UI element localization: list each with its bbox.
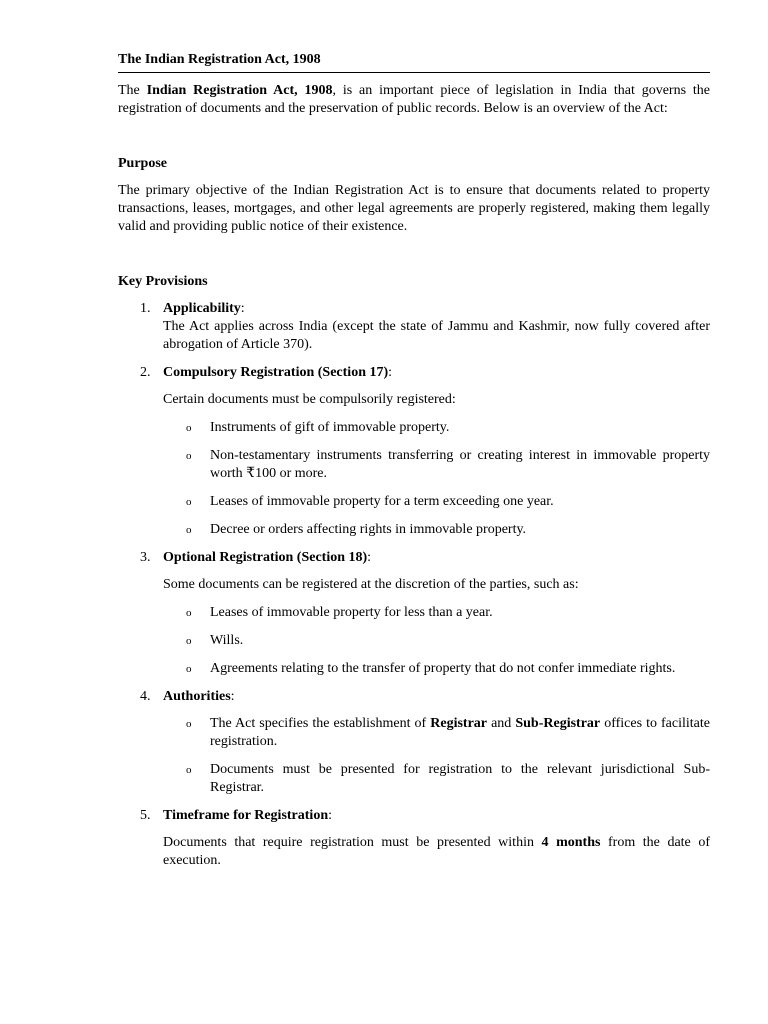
bullet-text: Leases of immovable property for less than a year. bbox=[210, 605, 493, 620]
document-body bbox=[118, 82, 710, 880]
timeframe-duration: 4 months bbox=[541, 835, 601, 850]
bullet-circle-icon: o bbox=[186, 635, 192, 647]
timeframe-text-end: from the date of execution. bbox=[163, 835, 710, 868]
intro-paragraph bbox=[118, 82, 710, 118]
provision-item-compulsory-registration bbox=[118, 364, 710, 539]
bullet-item bbox=[163, 447, 710, 483]
bullet-circle-icon: o bbox=[186, 607, 192, 619]
provision-number: 1. bbox=[140, 301, 151, 316]
bullet-circle-icon: o bbox=[186, 496, 192, 508]
bullet-text: Non-testamentary instruments transferring or creating interest in immovable property worth ₹100 or more. bbox=[210, 448, 710, 481]
document-title: The Indian Registration Act, 1908 bbox=[118, 51, 710, 73]
provision-text bbox=[163, 834, 710, 870]
provision-title: Applicability bbox=[163, 301, 241, 316]
bullet-circle-icon: o bbox=[186, 450, 192, 462]
provision-colon: : bbox=[388, 365, 393, 380]
bullet-text: Leases of immovable property for a term exceeding one year. bbox=[210, 494, 554, 509]
provision-colon: : bbox=[230, 689, 235, 704]
bullet-item bbox=[163, 660, 710, 678]
bullet-item bbox=[163, 493, 710, 511]
bullet-circle-icon: o bbox=[186, 718, 192, 730]
sub-registrar-term: Sub-Registrar bbox=[515, 716, 601, 731]
provision-colon: : bbox=[328, 808, 332, 823]
bullet-text: and bbox=[487, 716, 516, 731]
provision-number: 5. bbox=[140, 808, 151, 823]
bullet-item bbox=[163, 761, 710, 797]
purpose-heading: Purpose bbox=[118, 156, 167, 171]
provision-number: 2. bbox=[140, 365, 151, 380]
registrar-term: Registrar bbox=[430, 716, 488, 731]
bullet-text: Instruments of gift of immovable property. bbox=[210, 420, 450, 435]
key-provisions-heading: Key Provisions bbox=[118, 274, 208, 289]
provision-item-authorities bbox=[118, 688, 710, 797]
purpose-paragraph: The primary objective of the Indian Registration Act is to ensure that documents related to property transactions, leases, mortgages, and other legal agreements are properly registered, making them legally valid and providing public notice of their existence. bbox=[118, 183, 710, 234]
bullet-text: Documents must be presented for registration to the relevant jurisdictional Sub-Registrar. bbox=[210, 762, 710, 795]
provision-colon: : bbox=[240, 301, 245, 316]
bullet-circle-icon: o bbox=[186, 663, 192, 675]
bullet-item bbox=[163, 604, 710, 622]
bullet-text: Decree or orders affecting rights in immovable property. bbox=[210, 522, 527, 537]
provision-number: 3. bbox=[140, 550, 151, 565]
provision-intro: Some documents can be registered at the discretion of the parties, such as: bbox=[163, 577, 579, 592]
bullet-circle-icon: o bbox=[186, 422, 192, 434]
bullet-text: Agreements relating to the transfer of property that do not confer immediate rights. bbox=[210, 661, 676, 676]
provision-item-timeframe bbox=[118, 807, 710, 870]
provision-title: Authorities bbox=[163, 689, 231, 704]
bullet-circle-icon: o bbox=[186, 764, 192, 776]
provision-colon: : bbox=[367, 550, 372, 565]
timeframe-text-start: Documents that require registration must be presented within bbox=[163, 835, 542, 850]
provision-item-applicability bbox=[118, 300, 710, 354]
provision-item-optional-registration bbox=[118, 549, 710, 678]
provision-bullets bbox=[163, 604, 710, 678]
provision-bullets bbox=[163, 419, 710, 539]
provision-title: Compulsory Registration (Section 17) bbox=[163, 365, 389, 380]
bullet-circle-icon: o bbox=[186, 524, 192, 536]
intro-text-end: , is an important piece of legislation in India that governs the registration of documents and the preservation of public records. Below is an overview of the Act: bbox=[118, 83, 710, 116]
provision-text: The Act applies across India (except the state of Jammu and Kashmir, now fully covered after abrogation of Article 370). bbox=[163, 319, 710, 352]
bullet-item bbox=[163, 419, 710, 437]
bullet-text: Wills. bbox=[210, 633, 244, 648]
bullet-text: The Act specifies the establishment of bbox=[210, 716, 431, 731]
bullet-item bbox=[163, 632, 710, 650]
provision-bullets bbox=[163, 715, 710, 797]
provision-number: 4. bbox=[140, 689, 151, 704]
provision-title: Optional Registration (Section 18) bbox=[163, 550, 368, 565]
provision-title: Timeframe for Registration bbox=[163, 808, 329, 823]
provisions-list bbox=[118, 300, 710, 870]
bullet-item bbox=[163, 715, 710, 751]
provision-intro: Certain documents must be compulsorily registered: bbox=[163, 392, 456, 407]
bullet-item bbox=[163, 521, 710, 539]
intro-text-start: The bbox=[118, 83, 147, 98]
bullet-text: offices to facilitate registration. bbox=[210, 716, 710, 749]
intro-act-name: Indian Registration Act, 1908 bbox=[146, 83, 333, 98]
